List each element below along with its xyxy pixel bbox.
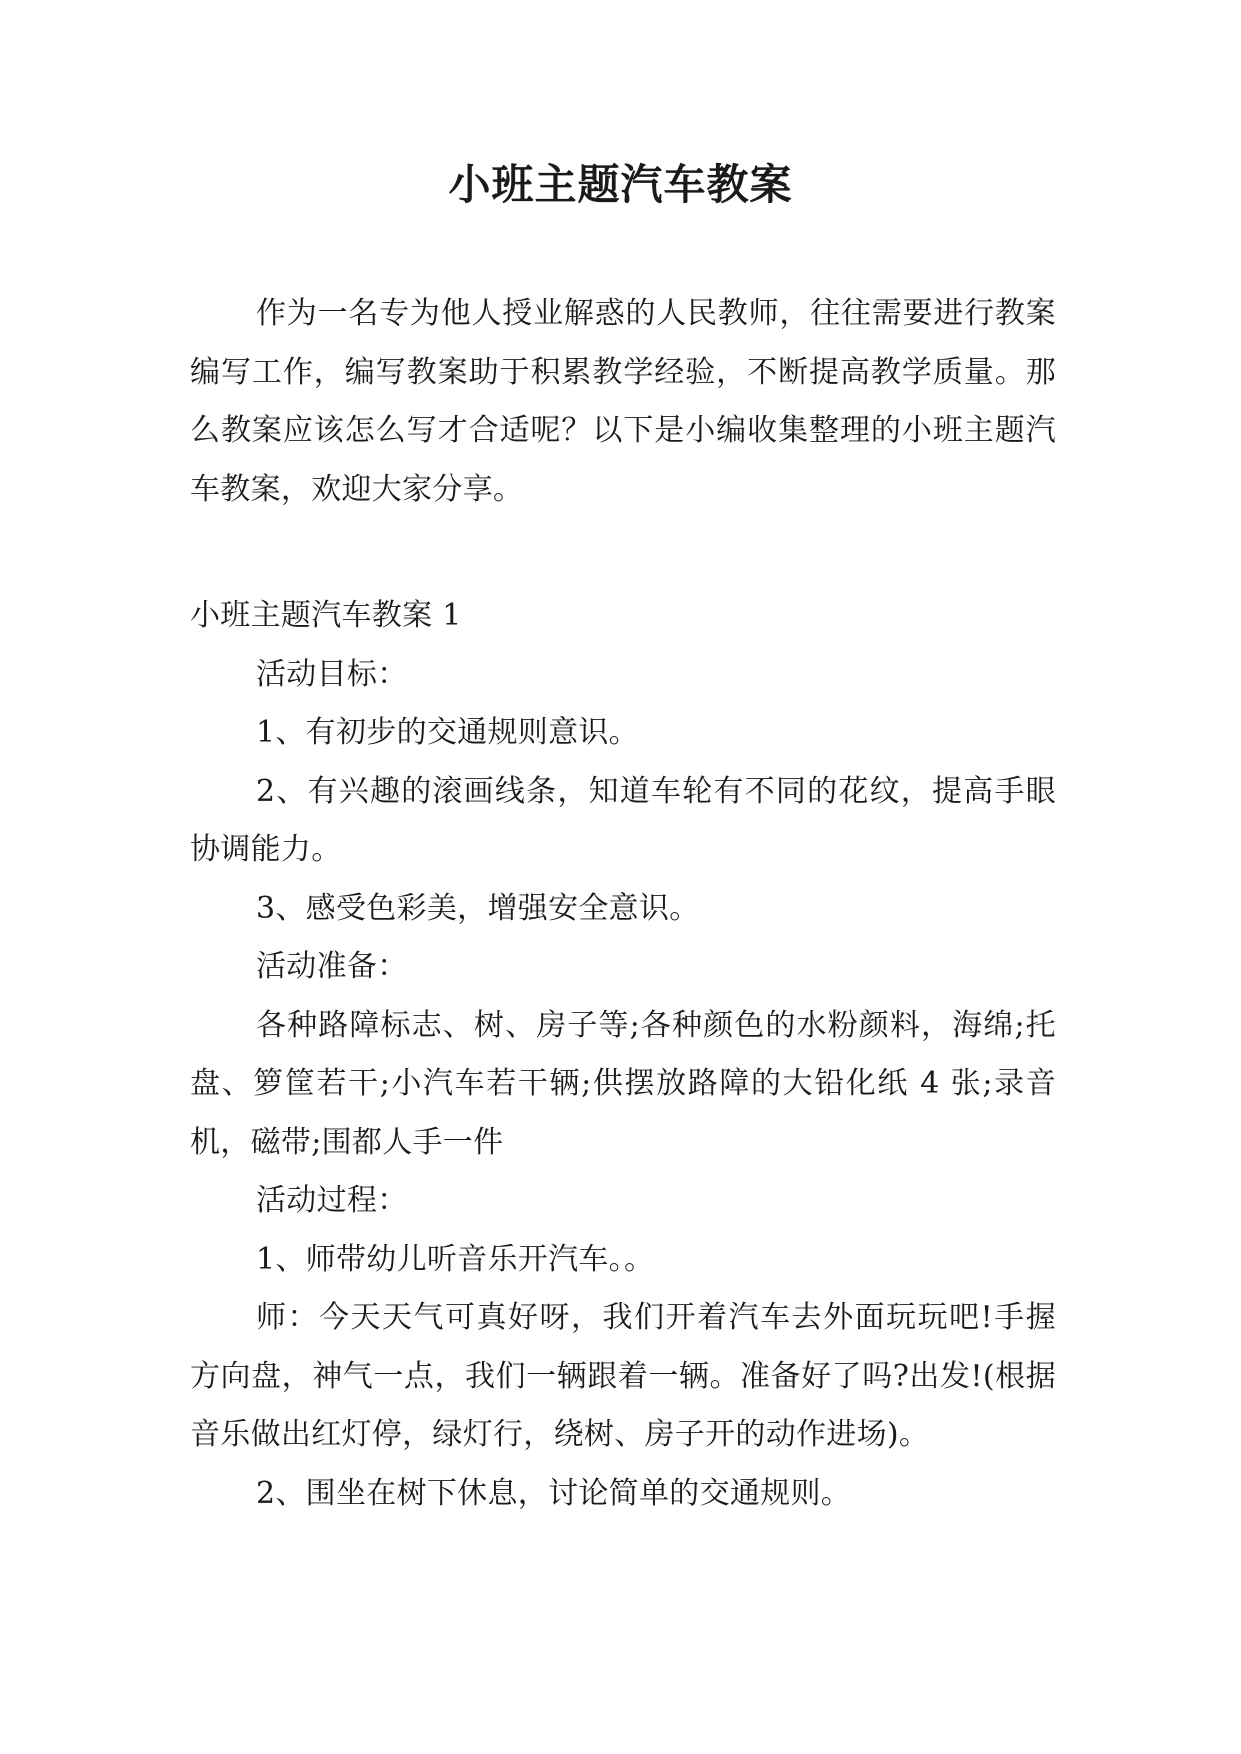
document-body bbox=[190, 285, 1056, 1523]
process-step-1: 1、师带幼儿听音乐开汽车。。 bbox=[256, 1241, 655, 1277]
goal-item-2: 2、有兴趣的滚画线条，知道车轮有不同的花纹，提高手眼协调能力。 bbox=[190, 773, 1056, 867]
document-title: 小班主题汽车教案 bbox=[448, 160, 793, 209]
goal-item-1: 1、有初步的交通规则意识。 bbox=[256, 715, 639, 750]
activity-process-heading: 活动过程： bbox=[256, 1183, 408, 1218]
activity-preparation-heading: 活动准备： bbox=[256, 949, 408, 984]
section-heading: 小班主题汽车教案 1 bbox=[190, 598, 462, 633]
activity-goals-heading: 活动目标： bbox=[256, 656, 408, 692]
process-step-2: 2、围坐在树下休息，讨论简单的交通规则。 bbox=[256, 1475, 852, 1511]
intro-paragraph: 作为一名专为他人授业解惑的人民教师，往往需要进行教案编写工作，编写教案助于积累教学经验，不断提高教学质量。那么教案应该怎么写才合适呢？以下是小编收集整理的小班主题汽车教案，欢迎大家分享。 bbox=[190, 296, 1056, 507]
teacher-dialogue-paragraph: 师：今天天气可真好呀，我们开着汽车去外面玩玩吧!手握方向盘，神气一点，我们一辆跟着一辆。准备好了吗?出发!(根据音乐做出红灯停，绿灯行，绕树、房子开的动作进场)。 bbox=[190, 1300, 1056, 1452]
goal-item-3: 3、感受色彩美，增强安全意识。 bbox=[256, 890, 700, 926]
preparation-paragraph: 各种路障标志、树、房子等;各种颜色的水粉颜料，海绵;托盘、箩筐若干;小汽车若干辆;供摆放路障的大铅化纸 4 张;录音机，磁带;围都人手一件 bbox=[190, 1007, 1056, 1160]
